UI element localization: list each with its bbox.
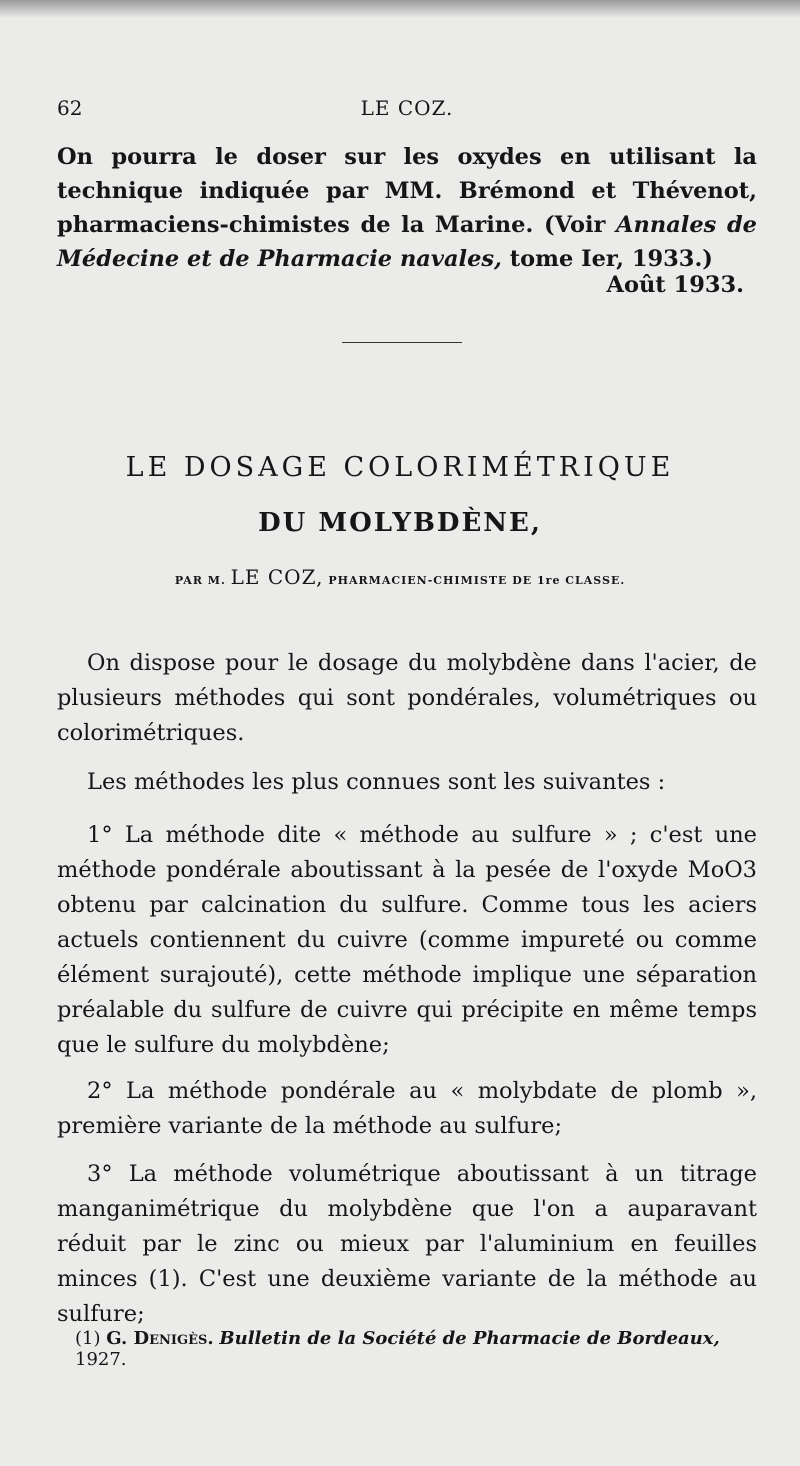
scan-edge <box>0 0 800 18</box>
paragraph-text: 3° La méthode volumétrique aboutissant à un titrage manganimétrique du molybdène que l'on a auparavant réduit par le zinc ou mieux par l'aluminium en feuilles minces (1). C'est une deuxième variante de la méthode au sulfure; <box>57 1161 757 1327</box>
paragraph-text: Les méthodes les plus connues sont les suivantes : <box>87 769 666 795</box>
paragraph <box>57 818 757 1063</box>
footnote-year: 1927. <box>75 1349 127 1370</box>
paragraph-text: 1° La méthode dite « méthode au sulfure » ; c'est une méthode pondérale aboutissant à la pesée de l'oxyde MoO3 obtenu par calcination du sulfure. Comme tous les aciers actuels contiennent du cuivre (comme impureté ou comme élément surajouté), cette méthode implique une séparation préalable du sulfure de cuivre qui précipite en même temps que le sulfure du molybdène; <box>57 822 757 1058</box>
article-title-line2: DU MOLYBDÈNE, <box>258 508 542 538</box>
byline-par: PAR M. <box>174 574 226 587</box>
byline-author: LE COZ, <box>230 565 324 589</box>
paragraph <box>57 765 757 800</box>
footnote-author: G. Denigès. <box>106 1328 214 1349</box>
paragraph <box>57 1074 757 1144</box>
intro-text: On pourra le doser sur les oxydes en utilisant la technique indiquée par MM. Brémond et Thévenot, pharmaciens-chimistes de la Marine. (Voir <box>57 144 757 238</box>
footnote-journal: Bulletin de la Société de Pharmacie de Bordeaux, <box>219 1328 720 1349</box>
section-divider <box>342 342 462 343</box>
intro-journal: Annales de Médecine et de Pharmacie navales, <box>57 212 757 272</box>
page-header <box>57 96 757 126</box>
article-title-line1: LE DOSAGE COLORIMÉTRIQUE <box>125 452 675 483</box>
intro-tail: tome Ier, 1933.) <box>501 246 713 272</box>
byline-role: PHARMACIEN-CHIMISTE DE 1re CLASSE. <box>328 574 626 587</box>
paragraph <box>57 1157 757 1332</box>
intro-paragraph <box>57 140 757 276</box>
paragraph-text: On dispose pour le dosage du molybdène dans l'acier, de plusieurs méthodes qui sont pondérales, volumétriques ou colorimétriques. <box>57 650 757 746</box>
footnote <box>75 1328 765 1370</box>
date-line: Août 1933. <box>606 272 744 298</box>
footnote-mark: (1) <box>75 1328 101 1349</box>
page-number: 62 <box>57 96 83 120</box>
paragraph-text: 2° La méthode pondérale au « molybdate de plomb », première variante de la méthode au sulfure; <box>57 1078 757 1139</box>
paragraph <box>57 646 757 751</box>
byline <box>0 565 800 589</box>
running-head: LE COZ. <box>360 96 454 120</box>
